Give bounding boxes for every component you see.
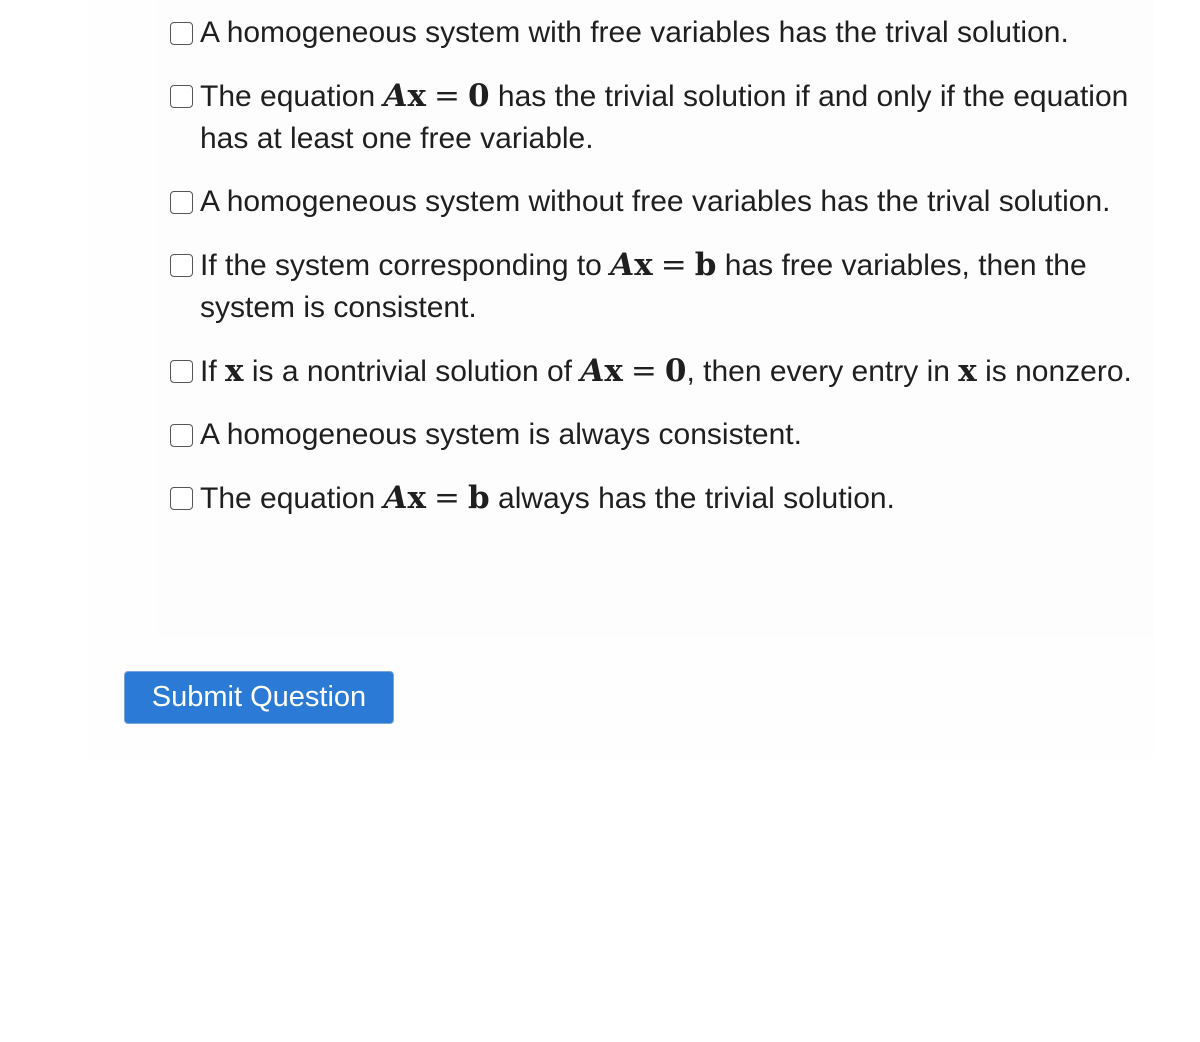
checkbox-option-3[interactable] bbox=[170, 191, 193, 214]
answer-options bbox=[166, 12, 1156, 541]
option-4-label: If the system corresponding to Ax = b has free variables, then the system is consistent. bbox=[200, 247, 1087, 324]
checkbox-option-2[interactable] bbox=[170, 85, 193, 108]
option-1 bbox=[166, 12, 1156, 54]
option-1-label: A homogeneous system with free variables has the trival solution. bbox=[200, 16, 1069, 49]
option-3-label: A homogeneous system without free variables has the trival solution. bbox=[200, 185, 1111, 218]
option-2 bbox=[166, 75, 1156, 160]
option-7 bbox=[166, 477, 1156, 520]
option-5 bbox=[166, 350, 1156, 393]
checkbox-option-4[interactable] bbox=[170, 254, 193, 277]
submit-question-button[interactable]: Submit Question bbox=[124, 671, 394, 724]
option-4 bbox=[166, 244, 1156, 329]
option-6 bbox=[166, 414, 1156, 456]
checkbox-option-7[interactable] bbox=[170, 487, 193, 510]
option-3 bbox=[166, 181, 1156, 223]
option-6-label: A homogeneous system is always consistent. bbox=[200, 418, 802, 451]
option-2-label: The equation Ax = 0 has the trivial solution if and only if the equation has at least one free variable. bbox=[200, 78, 1129, 155]
checkbox-option-6[interactable] bbox=[170, 424, 193, 447]
checkbox-option-5[interactable] bbox=[170, 360, 193, 383]
option-7-label: The equation Ax = b always has the trivial solution. bbox=[200, 480, 895, 516]
option-5-label: If x is a nontrivial solution of Ax = 0, then every entry in x is nonzero. bbox=[200, 353, 1132, 389]
checkbox-option-1[interactable] bbox=[170, 22, 193, 45]
